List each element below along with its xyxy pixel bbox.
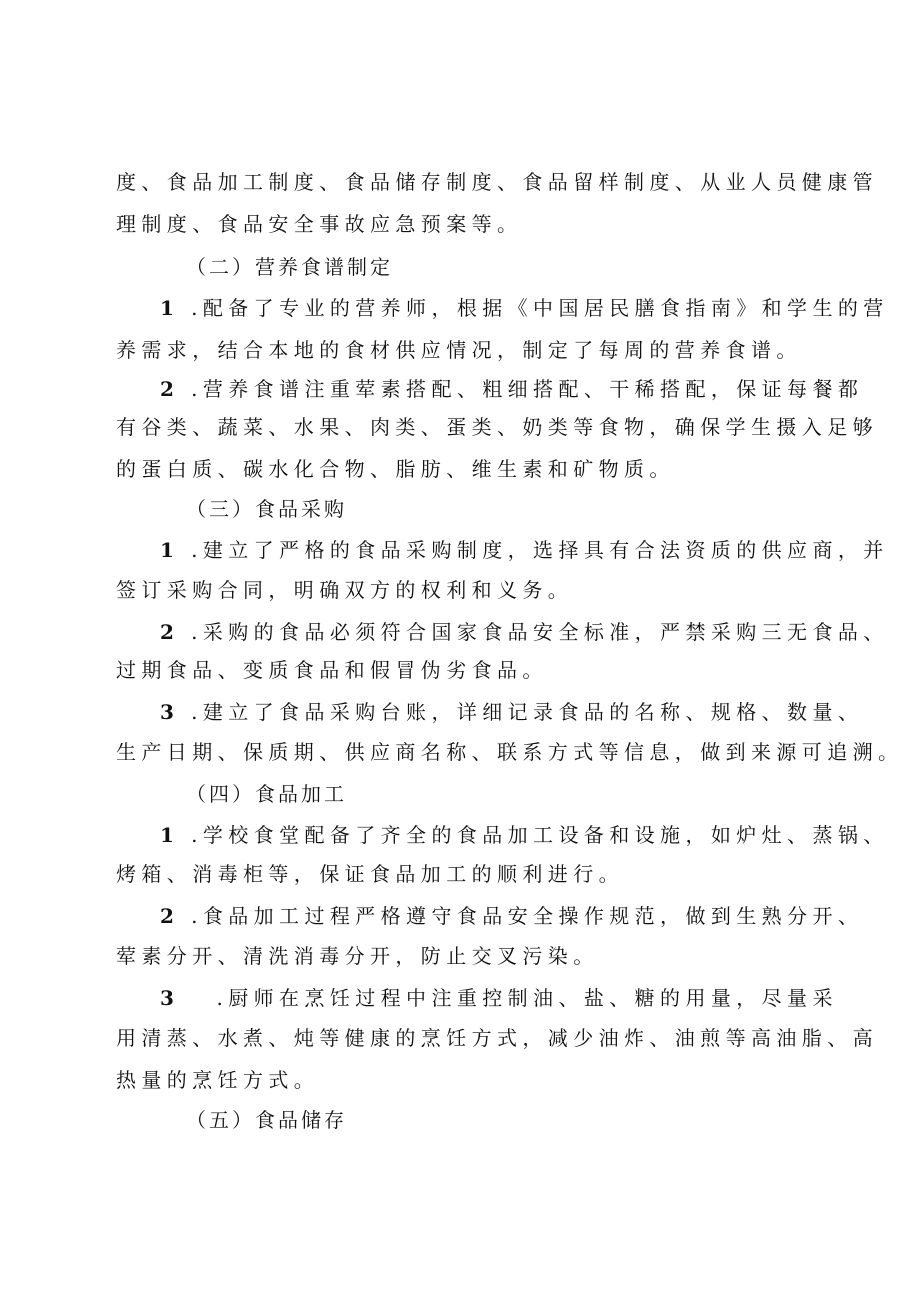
body-line: 度、食品加工制度、食品储存制度、食品留样制度、从业人员健康管 <box>116 170 878 194</box>
section-heading: （二）营养食谱制定 <box>186 255 393 279</box>
body-line: 养需求，结合本地的食材供应情况，制定了每周的营养食谱。 <box>116 338 802 362</box>
list-item-start: 1 .建立了严格的食品采购制度，选择具有合法资质的供应商，并 <box>160 538 889 562</box>
body-line: 烤箱、消毒柜等，保证食品加工的顺利进行。 <box>116 862 624 886</box>
list-item-start: 2 .食品加工过程严格遵守食品安全操作规范，做到生熟分开、 <box>160 904 864 928</box>
list-item-start: 2 .营养食谱注重荤素搭配、粗细搭配、干稀搭配，保证每餐都 <box>160 377 864 401</box>
body-line: 的蛋白质、碳水化合物、脂肪、维生素和矿物质。 <box>116 457 675 481</box>
body-line: 有谷类、蔬菜、水果、肉类、蛋类、奶类等食物，确保学生摄入足够 <box>116 415 878 439</box>
list-item-start: 1 .学校食堂配备了齐全的食品加工设备和设施，如炉灶、蒸锅、 <box>160 823 889 847</box>
body-line: 热量的烹饪方式。 <box>116 1068 320 1092</box>
body-line: 签订采购合同，明确双方的权利和义务。 <box>116 578 574 602</box>
section-heading: （四）食品加工 <box>186 782 347 806</box>
body-line: 过期食品、变质食品和假冒伪劣食品。 <box>116 658 548 682</box>
list-item-start: 2 .采购的食品必须符合国家食品安全标准，严禁采购三无食品、 <box>160 620 889 644</box>
body-line: 荤素分开、清洗消毒分开，防止交叉污染。 <box>116 944 599 968</box>
body-line: 理制度、食品安全事故应急预案等。 <box>116 212 523 236</box>
list-item-start: 3 .建立了食品采购台账，详细记录食品的名称、规格、数量、 <box>160 700 864 724</box>
list-item-start: 3 .厨师在烹饪过程中注重控制油、盐、糖的用量，尽量采 <box>160 986 838 1010</box>
list-item-start: 1 .配备了专业的营养师，根据《中国居民膳食指南》和学生的营 <box>160 296 889 320</box>
body-line: 生产日期、保质期、供应商名称、联系方式等信息，做到来源可追溯。 <box>116 740 904 764</box>
section-heading: （三）食品采购 <box>186 497 347 521</box>
body-line: 用清蒸、水煮、炖等健康的烹饪方式，减少油炸、油煎等高油脂、高 <box>116 1026 878 1050</box>
section-heading: （五）食品储存 <box>186 1108 347 1132</box>
